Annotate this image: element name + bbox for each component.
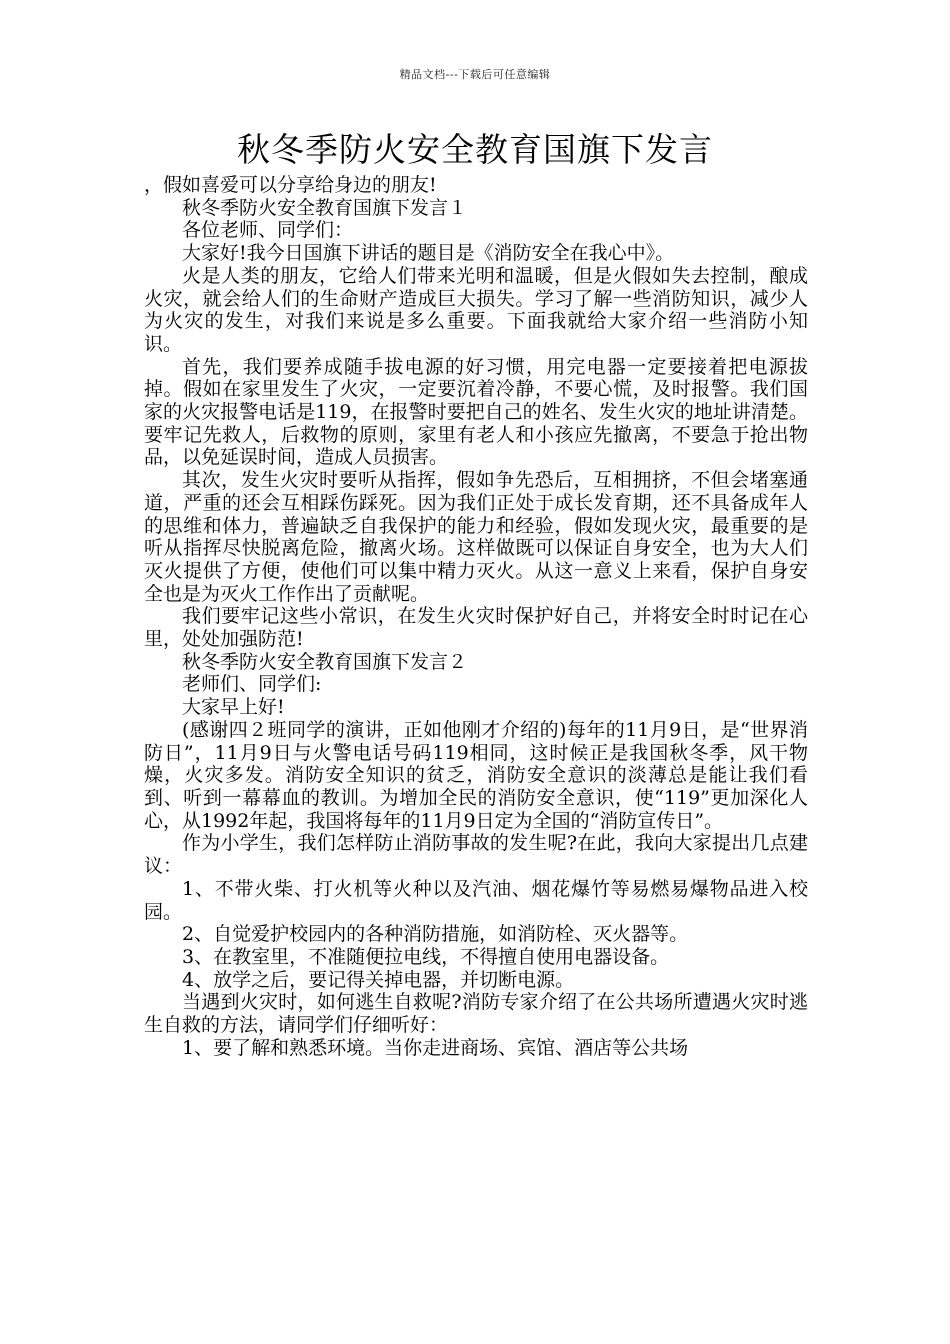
paragraph: 其次，发生火灾时要听从指挥，假如争先恐后，互相拥挤，不但会堵塞通道，严重的还会互相踩伤踩死。因为我们正处于成长发育期，还不具备成年人的思维和体力，普遍缺乏自我保护的能力和经验，假如发现火灾，最重要的是听从指挥尽快脱离危险，撤离火场。这样做既可以保证自身安全，也为大人们灭火提供了方便，使他们可以集中精力灭火。从这一意义上来看，保护自身安全也是为灭火工作作出了贡献呢。 [144,469,808,605]
section-heading: 秋冬季防火安全教育国旗下发言１ [182,196,468,219]
paragraph: 我们要牢记这些小常识，在发生火灾时保护好自己，并将安全时时记在心里，处处加强防范! [144,605,808,651]
list-item: 2、自觉爱护校园内的各种消防措施，如消防栓、灭火器等。 [182,923,689,946]
paragraph: 当遇到火灾时，如何逃生自救呢?消防专家介绍了在公共场所遭遇火灾时逃生自救的方法，请同学们仔细听好： [144,991,808,1037]
paragraph: ，假如喜爱可以分享给身边的朋友! [144,174,437,196]
paragraph: 火是人类的朋友，它给人们带来光明和温暖，但是火假如失去控制，酿成火灾，就会给人们的生命财产造成巨大损失。学习了解一些消防知识，减少人为火灾的发生，对我们来说是多么重要。下面我就给大家介绍一些消防小知识。 [144,264,808,355]
list-item: 1、不带火柴、打火机等火种以及汽油、烟花爆竹等易燃易爆物品进入校园。 [144,877,808,923]
paragraph: 大家好!我今日国旗下讲话的题目是《消防安全在我心中》。 [182,242,675,265]
section-heading: 秋冬季防火安全教育国旗下发言２ [182,650,468,673]
list-item: 4、放学之后，要记得关掉电器，并切断电源。 [182,968,575,991]
list-item: 1、要了解和熟悉环境。当你走进商场、宾馆、酒店等公共场 [182,1036,689,1059]
document-title: 秋冬季防火安全教育国旗下发言 [237,130,713,169]
paragraph: 作为小学生，我们怎样防止消防事故的发生呢?在此，我向大家提出几点建议： [144,832,808,878]
header-note: 精品文档---下载后可任意编辑 [399,68,551,81]
list-item: 3、在教室里，不准随便拉电线，不得擅自使用电器设备。 [182,945,670,968]
salutation: 老师们、同学们: [182,673,322,696]
paragraph: 首先，我们要养成随手拔电源的好习惯，用完电器一定要接着把电源拔掉。假如在家里发生了火灾，一定要沉着冷静，不要心慌，及时报警。我们国家的火灾报警电话是119，在报警时要把自己的姓名、发生火灾的地址讲清楚。要牢记先救人，后救物的原则，家里有老人和小孩应先撤离，不要急于抢出物品，以免延误时间，造成人员损害。 [144,355,808,469]
greeting: 大家早上好! [182,696,285,719]
paragraph: (感谢四２班同学的演讲，正如他刚才介绍的)每年的11月9日，是“世界消防日”，11月9日与火警电话号码119相同，这时候正是我国秋冬季，风干物燥，火灾多发。消防安全知识的贫乏，消防安全意识的淡薄总是能让我们看到、听到一幕幕血的教训。为增加全民的消防安全意识，使“119”更加深化人心，从1992年起，我国将每年的11月9日定为全国的“消防宣传日”。 [144,718,808,832]
salutation: 各位老师、同学们： [182,219,354,242]
document-body [144,174,808,1059]
